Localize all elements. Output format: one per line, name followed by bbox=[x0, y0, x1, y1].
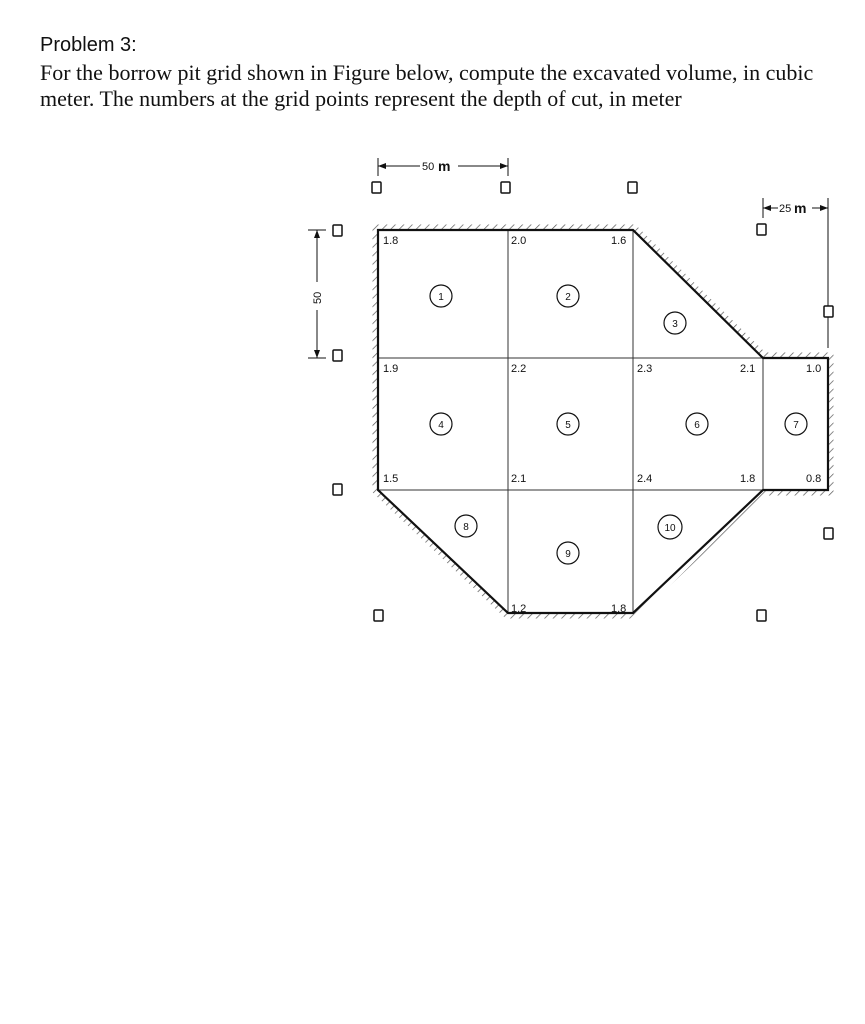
svg-text:8: 8 bbox=[463, 522, 469, 533]
dim-top-50m bbox=[378, 158, 508, 176]
cell-3 bbox=[664, 312, 686, 334]
depth-r1c2: 2.3 bbox=[637, 363, 653, 375]
svg-text:9: 9 bbox=[565, 549, 571, 560]
depth-r2c4: 0.8 bbox=[806, 473, 822, 485]
depth-r2c1: 2.1 bbox=[511, 473, 527, 485]
svg-text:10: 10 bbox=[664, 523, 676, 534]
svg-text:4: 4 bbox=[438, 420, 444, 431]
depth-r2c2: 2.4 bbox=[637, 473, 653, 485]
dim-top-value: 50 bbox=[422, 161, 435, 173]
cell-5 bbox=[557, 413, 579, 435]
depth-r2c3: 1.8 bbox=[740, 473, 756, 485]
dim-right-unit: m bbox=[794, 200, 807, 216]
svg-text:1: 1 bbox=[438, 292, 444, 303]
depth-r3c1: 1.2 bbox=[511, 603, 527, 615]
problem-statement: For the borrow pit grid shown in Figure below, compute the excavated volume, in cubic meter. The numbers at the grid points represent the depth of cut, in meter bbox=[40, 60, 814, 111]
depth-r0c1: 2.0 bbox=[511, 235, 527, 247]
depth-r1c1: 2.2 bbox=[511, 363, 527, 375]
depth-r1c3: 2.1 bbox=[740, 363, 756, 375]
dim-top-unit: m bbox=[438, 158, 451, 174]
cell-9 bbox=[557, 542, 579, 564]
depth-r3c2: 1.8 bbox=[611, 603, 627, 615]
cell-1 bbox=[430, 285, 452, 307]
dim-left-value: 50 bbox=[312, 291, 324, 304]
dim-right-value: 25 bbox=[779, 203, 792, 215]
cell-7 bbox=[785, 413, 807, 435]
depth-r1c4: 1.0 bbox=[806, 363, 822, 375]
dim-right-25m bbox=[763, 198, 828, 348]
svg-text:7: 7 bbox=[793, 420, 799, 431]
cell-6 bbox=[686, 413, 708, 435]
depth-r0c0: 1.8 bbox=[383, 235, 399, 247]
cell-4 bbox=[430, 413, 452, 435]
depth-r0c2: 1.6 bbox=[611, 235, 627, 247]
cell-2 bbox=[557, 285, 579, 307]
cell-10 bbox=[658, 515, 682, 539]
dim-left-50 bbox=[308, 230, 326, 358]
problem-title: Problem 3: bbox=[40, 34, 137, 56]
depth-r1c0: 1.9 bbox=[383, 363, 399, 375]
cell-8 bbox=[455, 515, 477, 537]
svg-text:5: 5 bbox=[565, 420, 571, 431]
svg-text:2: 2 bbox=[565, 292, 571, 303]
svg-text:6: 6 bbox=[694, 420, 700, 431]
depth-r2c0: 1.5 bbox=[383, 473, 399, 485]
svg-text:3: 3 bbox=[672, 319, 678, 330]
